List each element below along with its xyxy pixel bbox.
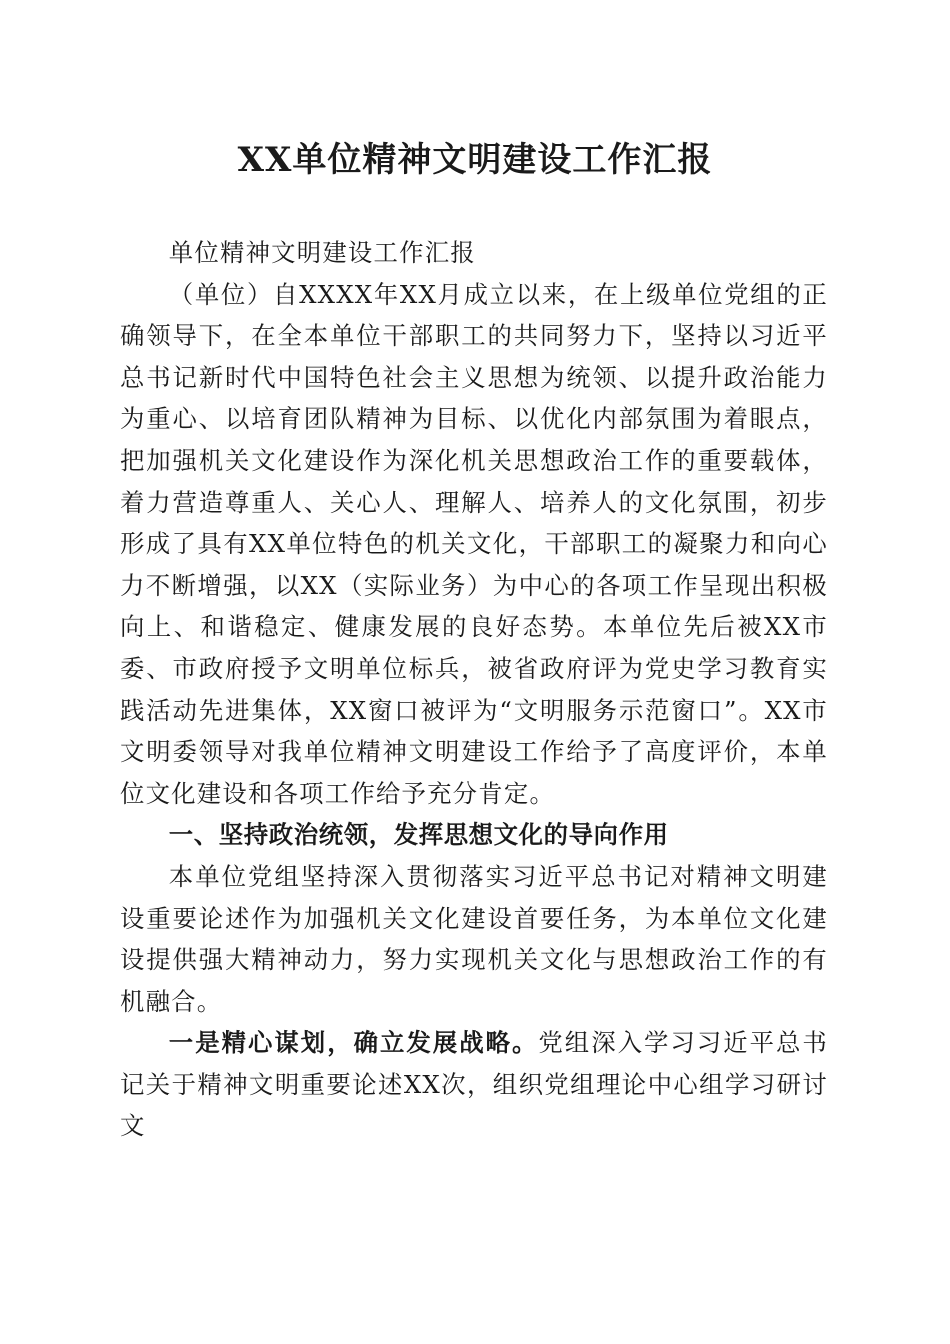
document-title: XX单位精神文明建设工作汇报 <box>237 140 713 180</box>
point-1-lead: 一是精心谋划，确立发展战略。 <box>168 1028 539 1058</box>
intro-paragraph: （单位）自XXXX年XX月成立以来，在上级单位党组的正确领导下，在全本单位干部职工的共同努力下，坚持以习近平总书记新时代中国特色社会主义思想为统领、以提升政治能力为重心、以培育团队精神为目标、以优化内部氛围为着眼点，把加强机关文化建设作为深化机关思想政治工作的重要载体，着力营造尊重人、关心人、理解人、培养人的文化氛围，初步形成了具有XX单位特色的机关文化，干部职工的凝聚力和向心力不断增强，以XX（实际业务）为中心的各项工作呈现出积极向上、和谐稳定、健康发展的良好态势。本单位先后被XX市委、市政府授予文明单位标兵，被省政府评为党史学习教育实践活动先进集体，XX窗口被评为“文明服务示范窗口”。XX市文明委领导对我单位精神文明建设工作给予了高度评价，本单位文化建设和各项工作给予充分肯定。 <box>120 279 828 808</box>
point-1-text: 党组深入学习习近平总书记关于精神文明重要论述XX次，组织党组理论中心组学习研讨文 <box>120 1028 828 1141</box>
section-1-paragraph: 本单位党组坚持深入贯彻落实习近平总书记对精神文明建设重要论述作为加强机关文化建设首要任务，为本单位文化建设提供强大精神动力，努力实现机关文化与思想政治工作的有机融合。 <box>120 861 828 1016</box>
document-body <box>120 232 828 1147</box>
section-heading-1: 一、坚持政治统领，发挥思想文化的导向作用 <box>168 820 669 850</box>
section-1-point-1 <box>120 1022 828 1147</box>
subtitle-paragraph: 单位精神文明建设工作汇报 <box>168 238 476 267</box>
